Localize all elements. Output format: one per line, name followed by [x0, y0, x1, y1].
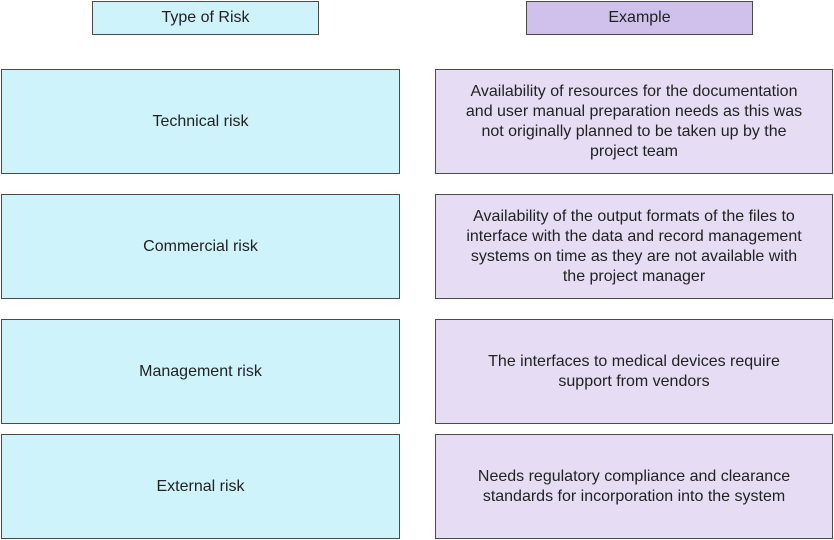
example-box-technical [435, 69, 833, 174]
risk-box-management [1, 319, 400, 424]
example-box-external [435, 434, 833, 539]
example-box-commercial [435, 194, 833, 299]
example-text: Availability of the output formats of the files to interface with the data and record management systems on time as they are not available with the project manager [466, 207, 802, 285]
risk-box-commercial [1, 194, 400, 299]
risk-label: Commercial risk [143, 237, 258, 255]
example-text: The interfaces to medical devices require support from vendors [488, 352, 780, 390]
example-header [526, 1, 753, 35]
type-of-risk-header [92, 1, 319, 35]
example-text: Needs regulatory compliance and clearance standards for incorporation into the system [477, 467, 791, 505]
risk-box-technical [1, 69, 400, 174]
example-text: Availability of resources for the documentation and user manual preparation needs as this was not originally planned to be taken up by the project team [465, 82, 803, 160]
example-box-management [435, 319, 833, 424]
type-of-risk-header-label: Type of Risk [161, 9, 250, 26]
risk-label: External risk [156, 477, 245, 495]
risk-label: Management risk [139, 362, 262, 380]
risk-box-external [1, 434, 400, 539]
risk-label: Technical risk [152, 112, 249, 130]
example-header-label: Example [608, 9, 671, 26]
